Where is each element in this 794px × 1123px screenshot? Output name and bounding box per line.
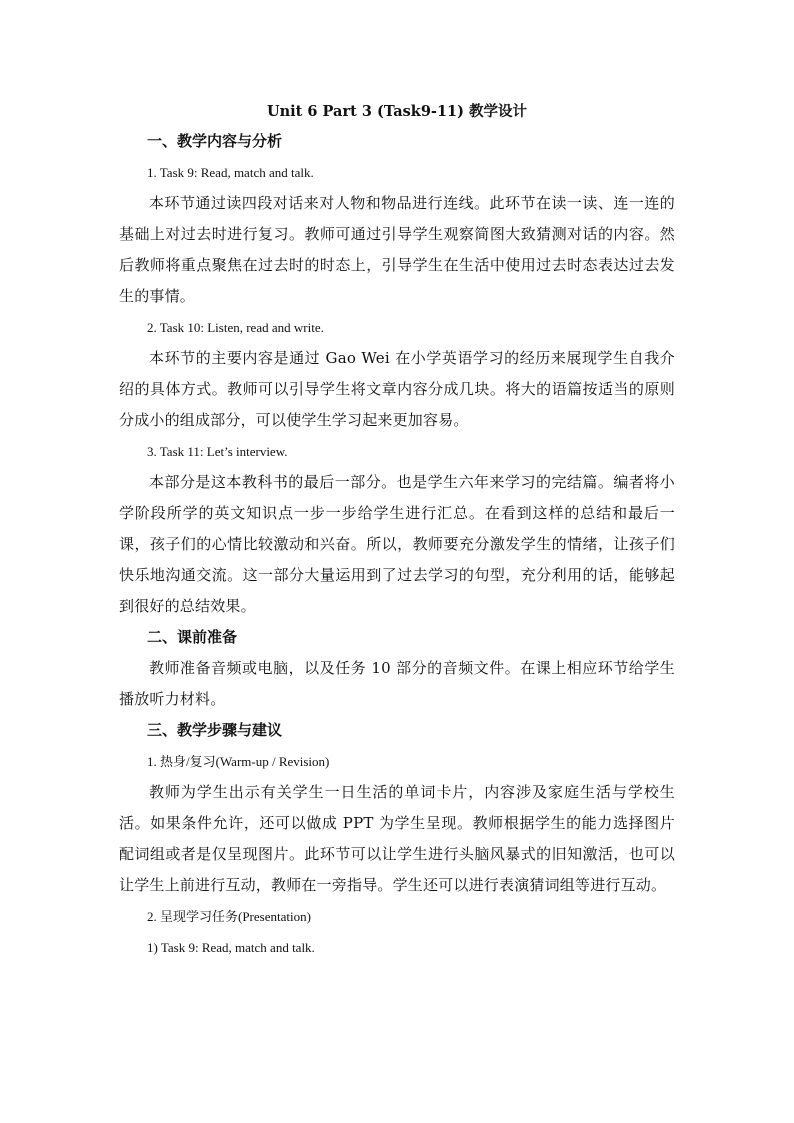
presentation-label: 2. 呈现学习任务(Presentation) [147, 909, 311, 924]
warmup-label: 1. 热身/复习(Warm-up / Revision) [147, 754, 330, 769]
task10-paragraph: 本环节的主要内容是通过 Gao Wei 在小学英语学习的经历来展现学生自我介绍的具体方式。教师可以引导学生将文章内容分成几块。将大的语篇按适当的原则分成小的组成部分，可以使学生学习起来更加容易。 [119, 349, 675, 429]
document-title: Unit 6 Part 3 (Task9-11) 教学设计 [266, 103, 528, 120]
warmup-paragraph: 教师为学生出示有关学生一日生活的单词卡片，内容涉及家庭生活与学校生活。如果条件允许，还可以做成 PPT 为学生呈现。教师根据学生的能力选择图片配词组或者是仅呈现图片。此环节可以让学生进行头脑风暴式的旧知激活，也可以让学生上前进行互动，教师在一旁指导。学生还可以进行表演猜词组等进行互动。 [119, 783, 675, 894]
task11-label: 3. Task 11: Let’s interview. [147, 444, 288, 459]
task11-paragraph: 本部分是这本教科书的最后一部分。也是学生六年来学习的完结篇。编者将小学阶段所学的英文知识点一步一步给学生进行汇总。在看到这样的总结和最后一课，孩子们的心情比较激动和兴奋。所以，教师要充分激发学生的情绪，让孩子们快乐地沟通交流。这一部分大量运用到了过去学习的句型，充分利用的话，能够起到很好的总结效果。 [119, 473, 675, 615]
section-heading-steps: 三、教学步骤与建议 [147, 721, 283, 739]
section-heading-content-analysis: 一、教学内容与分析 [147, 132, 283, 150]
presentation-task9-label: 1) Task 9: Read, match and talk. [147, 940, 315, 955]
task10-label: 2. Task 10: Listen, read and write. [147, 320, 324, 335]
task9-paragraph: 本环节通过读四段对话来对人物和物品进行连线。此环节在读一读、连一连的基础上对过去时进行复习。教师可通过引导学生观察简图大致猜测对话的内容。然后教师将重点聚焦在过去时的时态上，引导学生在生活中使用过去时态表达过去发生的事情。 [119, 194, 675, 305]
task9-label: 1. Task 9: Read, match and talk. [147, 165, 314, 180]
section-heading-preparation: 二、课前准备 [147, 628, 238, 646]
document-page [119, 98, 675, 963]
preparation-paragraph: 教师准备音频或电脑，以及任务 10 部分的音频文件。在课上相应环节给学生播放听力材料。 [119, 659, 675, 708]
